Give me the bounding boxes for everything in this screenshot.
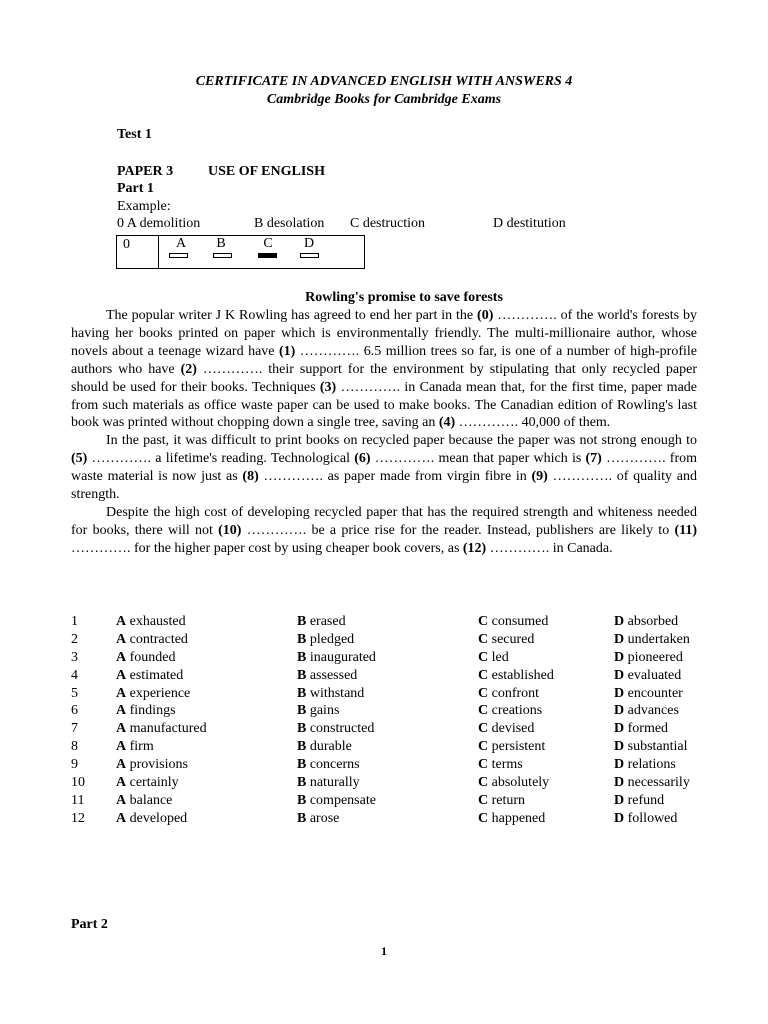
- option-word: absorbed: [624, 614, 679, 629]
- option-letter: B: [297, 792, 307, 808]
- answer-option-a[interactable]: [116, 702, 176, 720]
- answer-option-a[interactable]: [116, 720, 207, 738]
- option-word: confront: [488, 685, 540, 701]
- option-letter: A: [116, 775, 127, 791]
- example-box-number: 0: [123, 237, 130, 252]
- option-letter: D: [614, 775, 625, 791]
- option-word: led: [488, 649, 509, 665]
- answer-option-d[interactable]: [614, 774, 690, 792]
- option-word: evaluated: [624, 667, 682, 683]
- option-word: substantial: [624, 739, 688, 755]
- document-title: CERTIFICATE IN ADVANCED ENGLISH WITH ANSWERS 4: [195, 74, 573, 89]
- gap-number: (6): [354, 451, 371, 467]
- option-word: persistent: [488, 739, 546, 755]
- option-word: pioneered: [624, 649, 683, 665]
- answer-option-c[interactable]: [478, 685, 539, 703]
- passage-text-segment: …………. 40,000 of them.: [455, 415, 611, 431]
- passage-text-segment: The popular writer J K Rowling has agreed to end her part in the: [106, 308, 478, 323]
- example-options: [117, 216, 617, 234]
- question-number: 11: [71, 792, 85, 808]
- answer-option-b[interactable]: [297, 810, 339, 828]
- option-word: gains: [306, 703, 340, 719]
- answer-option-d[interactable]: [614, 810, 677, 828]
- example-mark-d[interactable]: [300, 253, 319, 258]
- option-word: exhausted: [126, 614, 186, 629]
- passage-text-segment: …………. their support for the environment by stipulating that only recycled paper should be used for their books. Techniques: [71, 361, 697, 395]
- passage-text-segment: In the past, it was difficult to print books on recycled paper because the paper was not strong enough to: [106, 433, 697, 449]
- answer-option-c[interactable]: [478, 756, 523, 774]
- gap-number: (11): [674, 522, 698, 538]
- answer-row: [71, 810, 711, 828]
- option-letter: A: [116, 631, 127, 647]
- option-letter: B: [297, 703, 307, 719]
- example-box-letter-c: C: [263, 236, 273, 251]
- answer-option-c[interactable]: [478, 631, 534, 649]
- answer-option-d[interactable]: [614, 738, 688, 756]
- answer-option-a[interactable]: [116, 685, 190, 703]
- answer-row: [71, 720, 711, 738]
- option-letter: C: [478, 792, 489, 808]
- answer-option-c[interactable]: [478, 810, 545, 828]
- page-number: 1: [381, 944, 387, 958]
- question-number: 5: [71, 685, 78, 701]
- passage-text-segment: …………. a lifetime's reading. Technological: [87, 451, 355, 467]
- option-letter: A: [116, 685, 127, 701]
- answer-option-b[interactable]: [297, 756, 360, 774]
- option-word: terms: [488, 757, 523, 773]
- question-number: 1: [71, 614, 78, 629]
- answer-option-b[interactable]: [297, 792, 376, 810]
- passage-text-segment: …………. mean that paper which is: [370, 451, 586, 467]
- option-letter: D: [614, 792, 625, 808]
- gap-number: (0): [477, 308, 494, 323]
- passage-text-segment: …………. as paper made from virgin fibre in: [258, 469, 532, 485]
- answer-option-d[interactable]: [614, 649, 683, 667]
- passage-text-segment: …………. from waste material is now just as: [71, 451, 697, 485]
- option-letter: B: [297, 810, 307, 826]
- option-letter: B: [297, 631, 307, 647]
- passage-text-segment: …………. in Canada mean that, for the first time, paper made from such materials as office waste paper can be used to make books. The Canadian edition of Rowling's last book was printed without chopping down a single tree, saving an: [71, 379, 697, 431]
- example-option-a: 0 A demolition: [117, 216, 201, 231]
- passage-text-segment: …………. in Canada.: [486, 540, 613, 556]
- passage-paragraph: [71, 432, 697, 504]
- answer-option-b[interactable]: [297, 649, 376, 667]
- gap-number: (3): [319, 379, 337, 395]
- part2-label: Part 2: [71, 917, 108, 932]
- option-word: constructed: [306, 721, 375, 737]
- option-word: certainly: [126, 775, 179, 791]
- answer-option-b[interactable]: [297, 685, 364, 703]
- option-letter: B: [297, 667, 307, 683]
- option-word: inaugurated: [306, 649, 376, 665]
- part1-label: Part 1: [117, 181, 154, 196]
- option-letter: C: [478, 739, 489, 755]
- option-letter: C: [478, 757, 489, 773]
- option-letter: A: [116, 721, 127, 737]
- answer-option-c[interactable]: [478, 613, 548, 631]
- paper-heading: [117, 164, 325, 180]
- answer-option-a[interactable]: [116, 667, 183, 685]
- gap-number: (10): [218, 522, 242, 538]
- option-word: concerns: [306, 757, 360, 773]
- example-option-c: C destruction: [350, 216, 426, 231]
- question-number: 3: [71, 649, 78, 665]
- option-letter: D: [614, 667, 625, 683]
- option-word: founded: [126, 649, 176, 665]
- option-letter: C: [478, 667, 489, 683]
- option-word: necessarily: [624, 775, 690, 791]
- example-label: Example:: [117, 199, 171, 214]
- example-box-letter-d: D: [303, 236, 315, 251]
- example-option-b: B desolation: [254, 216, 325, 231]
- gap-number: (2): [180, 361, 197, 377]
- gap-number: (4): [438, 415, 456, 431]
- example-box-letter-b: B: [216, 236, 226, 251]
- option-letter: D: [614, 810, 625, 826]
- answer-option-a[interactable]: [116, 738, 154, 756]
- answer-option-d[interactable]: [614, 667, 681, 685]
- option-letter: A: [116, 792, 127, 808]
- option-letter: A: [116, 739, 127, 755]
- option-word: formed: [624, 721, 669, 737]
- example-box-divider: [158, 236, 159, 268]
- option-word: contracted: [126, 631, 188, 647]
- answer-row: [71, 667, 711, 685]
- option-letter: D: [614, 614, 625, 629]
- option-word: provisions: [126, 757, 188, 773]
- option-word: established: [488, 667, 554, 683]
- answer-option-a[interactable]: [116, 774, 179, 792]
- answer-option-b[interactable]: [297, 631, 354, 649]
- question-number: 9: [71, 757, 78, 773]
- gap-number: (9): [531, 469, 548, 485]
- passage-text-segment: …………. be a price rise for the reader. Instead, publishers are likely to: [241, 522, 675, 538]
- answer-option-c[interactable]: [478, 649, 509, 667]
- example-answer-box: [116, 235, 365, 269]
- document-subtitle: Cambridge Books for Cambridge Exams: [266, 92, 502, 107]
- gap-number: (5): [71, 451, 88, 467]
- paper-number: PAPER 3: [117, 164, 174, 179]
- passage-title: Rowling's promise to save forests: [305, 290, 503, 305]
- answer-row: [71, 702, 711, 720]
- option-word: return: [488, 792, 526, 808]
- passage-text-segment: …………. 6.5 million trees so far, is one of a number of high-profile authors who have: [71, 343, 697, 377]
- option-word: experience: [126, 685, 191, 701]
- gap-number: (1): [278, 343, 296, 359]
- answer-option-d[interactable]: [614, 792, 664, 810]
- option-letter: B: [297, 775, 307, 791]
- passage-text-segment: Despite the high cost of developing recycled paper that has the required strength and whiteness needed for books, there will not: [71, 504, 697, 538]
- answer-row: [71, 792, 711, 810]
- option-word: secured: [488, 631, 535, 647]
- option-word: withstand: [306, 685, 365, 701]
- option-letter: A: [116, 614, 127, 629]
- option-word: encounter: [624, 685, 683, 701]
- answer-option-c[interactable]: [478, 792, 525, 810]
- answer-option-c[interactable]: [478, 667, 554, 685]
- option-word: assessed: [306, 667, 358, 683]
- answer-row: [71, 774, 711, 792]
- question-number: 8: [71, 739, 78, 755]
- option-letter: B: [297, 614, 307, 629]
- option-letter: C: [478, 685, 489, 701]
- option-word: consumed: [488, 614, 549, 629]
- option-letter: D: [614, 685, 625, 701]
- passage-paragraph: [71, 504, 697, 558]
- passage-text-segment: …………. for the higher paper cost by using cheaper book covers, as: [71, 540, 463, 556]
- gap-number: (7): [585, 451, 602, 467]
- question-number: 10: [71, 775, 85, 791]
- test-label: Test 1: [117, 127, 152, 142]
- answer-option-b[interactable]: [297, 702, 339, 720]
- passage-paragraph: [71, 307, 697, 432]
- gap-number: (8): [242, 469, 259, 485]
- answer-option-c[interactable]: [478, 738, 545, 756]
- option-word: followed: [624, 810, 678, 826]
- passage-text: [71, 307, 697, 558]
- answer-option-a[interactable]: [116, 613, 186, 631]
- answer-option-a[interactable]: [116, 810, 187, 828]
- example-option-d: D destitution: [493, 216, 566, 231]
- option-word: happened: [488, 810, 546, 826]
- option-letter: B: [297, 721, 307, 737]
- answer-option-d[interactable]: [614, 613, 678, 631]
- answer-option-b[interactable]: [297, 667, 357, 685]
- question-number: 2: [71, 631, 78, 647]
- answer-option-b[interactable]: [297, 738, 352, 756]
- answer-option-a[interactable]: [116, 756, 188, 774]
- answer-row: [71, 738, 711, 756]
- option-letter: D: [614, 631, 625, 647]
- option-word: balance: [126, 792, 173, 808]
- example-box-letter-a: A: [175, 236, 187, 251]
- answer-option-b[interactable]: [297, 774, 360, 792]
- option-word: naturally: [306, 775, 360, 791]
- option-letter: A: [116, 810, 127, 826]
- question-number: 12: [71, 810, 85, 826]
- answer-option-d[interactable]: [614, 756, 676, 774]
- option-word: undertaken: [624, 631, 690, 647]
- option-letter: C: [478, 703, 489, 719]
- answer-option-d[interactable]: [614, 685, 683, 703]
- option-letter: A: [116, 703, 127, 719]
- gap-number: (12): [462, 540, 487, 556]
- option-word: advances: [624, 703, 679, 719]
- question-number: 6: [71, 703, 78, 719]
- option-word: absolutely: [488, 775, 550, 791]
- answer-row: [71, 756, 711, 774]
- paper-name: USE OF ENGLISH: [208, 164, 325, 179]
- option-letter: C: [478, 775, 489, 791]
- passage-text-segment: …………. of the world's forests by having her books printed on paper which is environmentally friendly. The multi-millionaire author, whose novels about a teenage wizard have: [71, 308, 697, 359]
- option-word: devised: [488, 721, 535, 737]
- option-word: refund: [624, 792, 665, 808]
- option-letter: B: [297, 649, 307, 665]
- answer-option-d[interactable]: [614, 631, 690, 649]
- option-word: durable: [306, 739, 352, 755]
- option-word: compensate: [306, 792, 376, 808]
- option-word: arose: [306, 810, 340, 826]
- answer-row: [71, 649, 711, 667]
- option-letter: D: [614, 721, 625, 737]
- option-letter: C: [478, 721, 489, 737]
- answer-option-a[interactable]: [116, 631, 188, 649]
- answer-option-b[interactable]: [297, 613, 346, 631]
- answer-option-a[interactable]: [116, 649, 176, 667]
- answer-option-a[interactable]: [116, 792, 172, 810]
- option-word: manufactured: [126, 721, 207, 737]
- option-letter: D: [614, 703, 625, 719]
- example-mark-c[interactable]: [258, 253, 277, 258]
- option-letter: A: [116, 667, 127, 683]
- option-letter: C: [478, 649, 489, 665]
- option-letter: C: [478, 631, 489, 647]
- answer-row: [71, 685, 711, 703]
- option-letter: B: [297, 757, 307, 773]
- answer-option-c[interactable]: [478, 720, 534, 738]
- answer-option-c[interactable]: [478, 774, 549, 792]
- example-mark-a[interactable]: [169, 253, 188, 258]
- answer-option-d[interactable]: [614, 702, 679, 720]
- option-letter: B: [297, 685, 307, 701]
- option-word: developed: [126, 810, 188, 826]
- option-letter: B: [297, 739, 307, 755]
- option-letter: D: [614, 649, 625, 665]
- answer-row: [71, 613, 711, 631]
- option-letter: D: [614, 757, 625, 773]
- question-number: 7: [71, 721, 78, 737]
- answer-options-list: [71, 613, 711, 828]
- answer-row: [71, 631, 711, 649]
- passage-text-segment: …………. of quality and strength.: [71, 469, 697, 503]
- option-word: findings: [126, 703, 176, 719]
- answer-option-b[interactable]: [297, 720, 374, 738]
- option-word: estimated: [126, 667, 184, 683]
- option-word: relations: [624, 757, 676, 773]
- option-word: pledged: [306, 631, 355, 647]
- option-word: firm: [126, 739, 154, 755]
- option-letter: C: [478, 810, 489, 826]
- question-number: 4: [71, 667, 78, 683]
- answer-option-c[interactable]: [478, 702, 542, 720]
- option-letter: C: [478, 614, 489, 629]
- option-word: creations: [488, 703, 543, 719]
- option-letter: A: [116, 649, 127, 665]
- example-mark-b[interactable]: [213, 253, 232, 258]
- option-word: erased: [306, 614, 346, 629]
- answer-option-d[interactable]: [614, 720, 668, 738]
- option-letter: A: [116, 757, 127, 773]
- option-letter: D: [614, 739, 625, 755]
